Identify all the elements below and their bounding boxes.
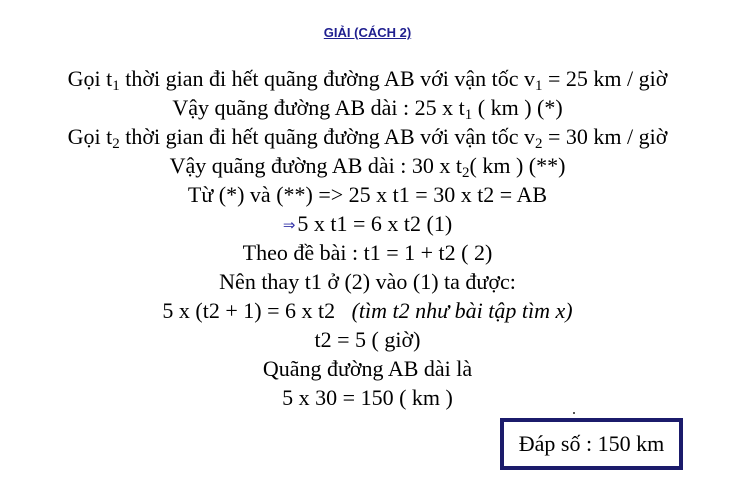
line-2-part-b: ( km ) (*) [472, 95, 563, 120]
solution-body [0, 64, 735, 412]
answer-box [500, 418, 683, 470]
line-3-part-c: = 30 km / giờ [542, 124, 668, 149]
line-9-equation: 5 x (t2 + 1) = 6 x t2 [162, 298, 352, 323]
implies-arrow-icon: ⇒ [282, 218, 296, 234]
line-10: t2 = 5 ( giờ) [314, 327, 421, 352]
answer-text: Đáp số : 150 km [518, 431, 665, 456]
line-4 [0, 151, 735, 180]
line-3-subscript: 2 [112, 136, 120, 152]
line-12: 5 x 30 = 150 ( km ) [282, 385, 453, 410]
line-3 [0, 122, 735, 151]
stray-dot [573, 412, 575, 414]
line-4-subscript: 2 [462, 165, 470, 181]
line-11: Quãng đường AB dài là [262, 356, 473, 381]
line-2-subscript: 1 [464, 107, 473, 123]
line-6 [0, 209, 735, 238]
line-9 [0, 296, 735, 325]
line-3-part-b: thời gian đi hết quãng đường AB với vận tốc v [119, 124, 536, 149]
line-3-subscript-2: 2 [535, 136, 543, 152]
line-4-part-a: Vậy quãng đường AB dài : 30 x t [169, 153, 462, 178]
solution-heading: GIẢI (CÁCH 2) [323, 25, 412, 40]
line-2 [0, 93, 735, 122]
line-1-part-c: = 25 km / giờ [542, 66, 668, 91]
line-1 [0, 64, 735, 93]
line-5: Từ (*) và (**) => 25 x t1 = 30 x t2 = AB [187, 182, 548, 207]
line-3-part-a: Gọi t [67, 124, 113, 149]
line-1-subscript-2: 1 [535, 78, 543, 94]
line-8: Nên thay t1 ở (2) vào (1) ta được: [219, 269, 516, 294]
line-7: Theo đề bài : t1 = 1 + t2 ( 2) [242, 240, 493, 265]
line-1-subscript: 1 [112, 78, 120, 94]
line-1-part-b: thời gian đi hết quãng đường AB với vận tốc v [119, 66, 536, 91]
line-2-part-a: Vậy quãng đường AB dài : 25 x t [172, 95, 465, 120]
line-1-part-a: Gọi t [67, 66, 113, 91]
line-9-note: (tìm t2 như bài tập tìm x) [351, 298, 573, 323]
line-6-text: 5 x t1 = 6 x t2 (1) [297, 211, 453, 236]
line-4-part-b: ( km ) (**) [469, 153, 566, 178]
